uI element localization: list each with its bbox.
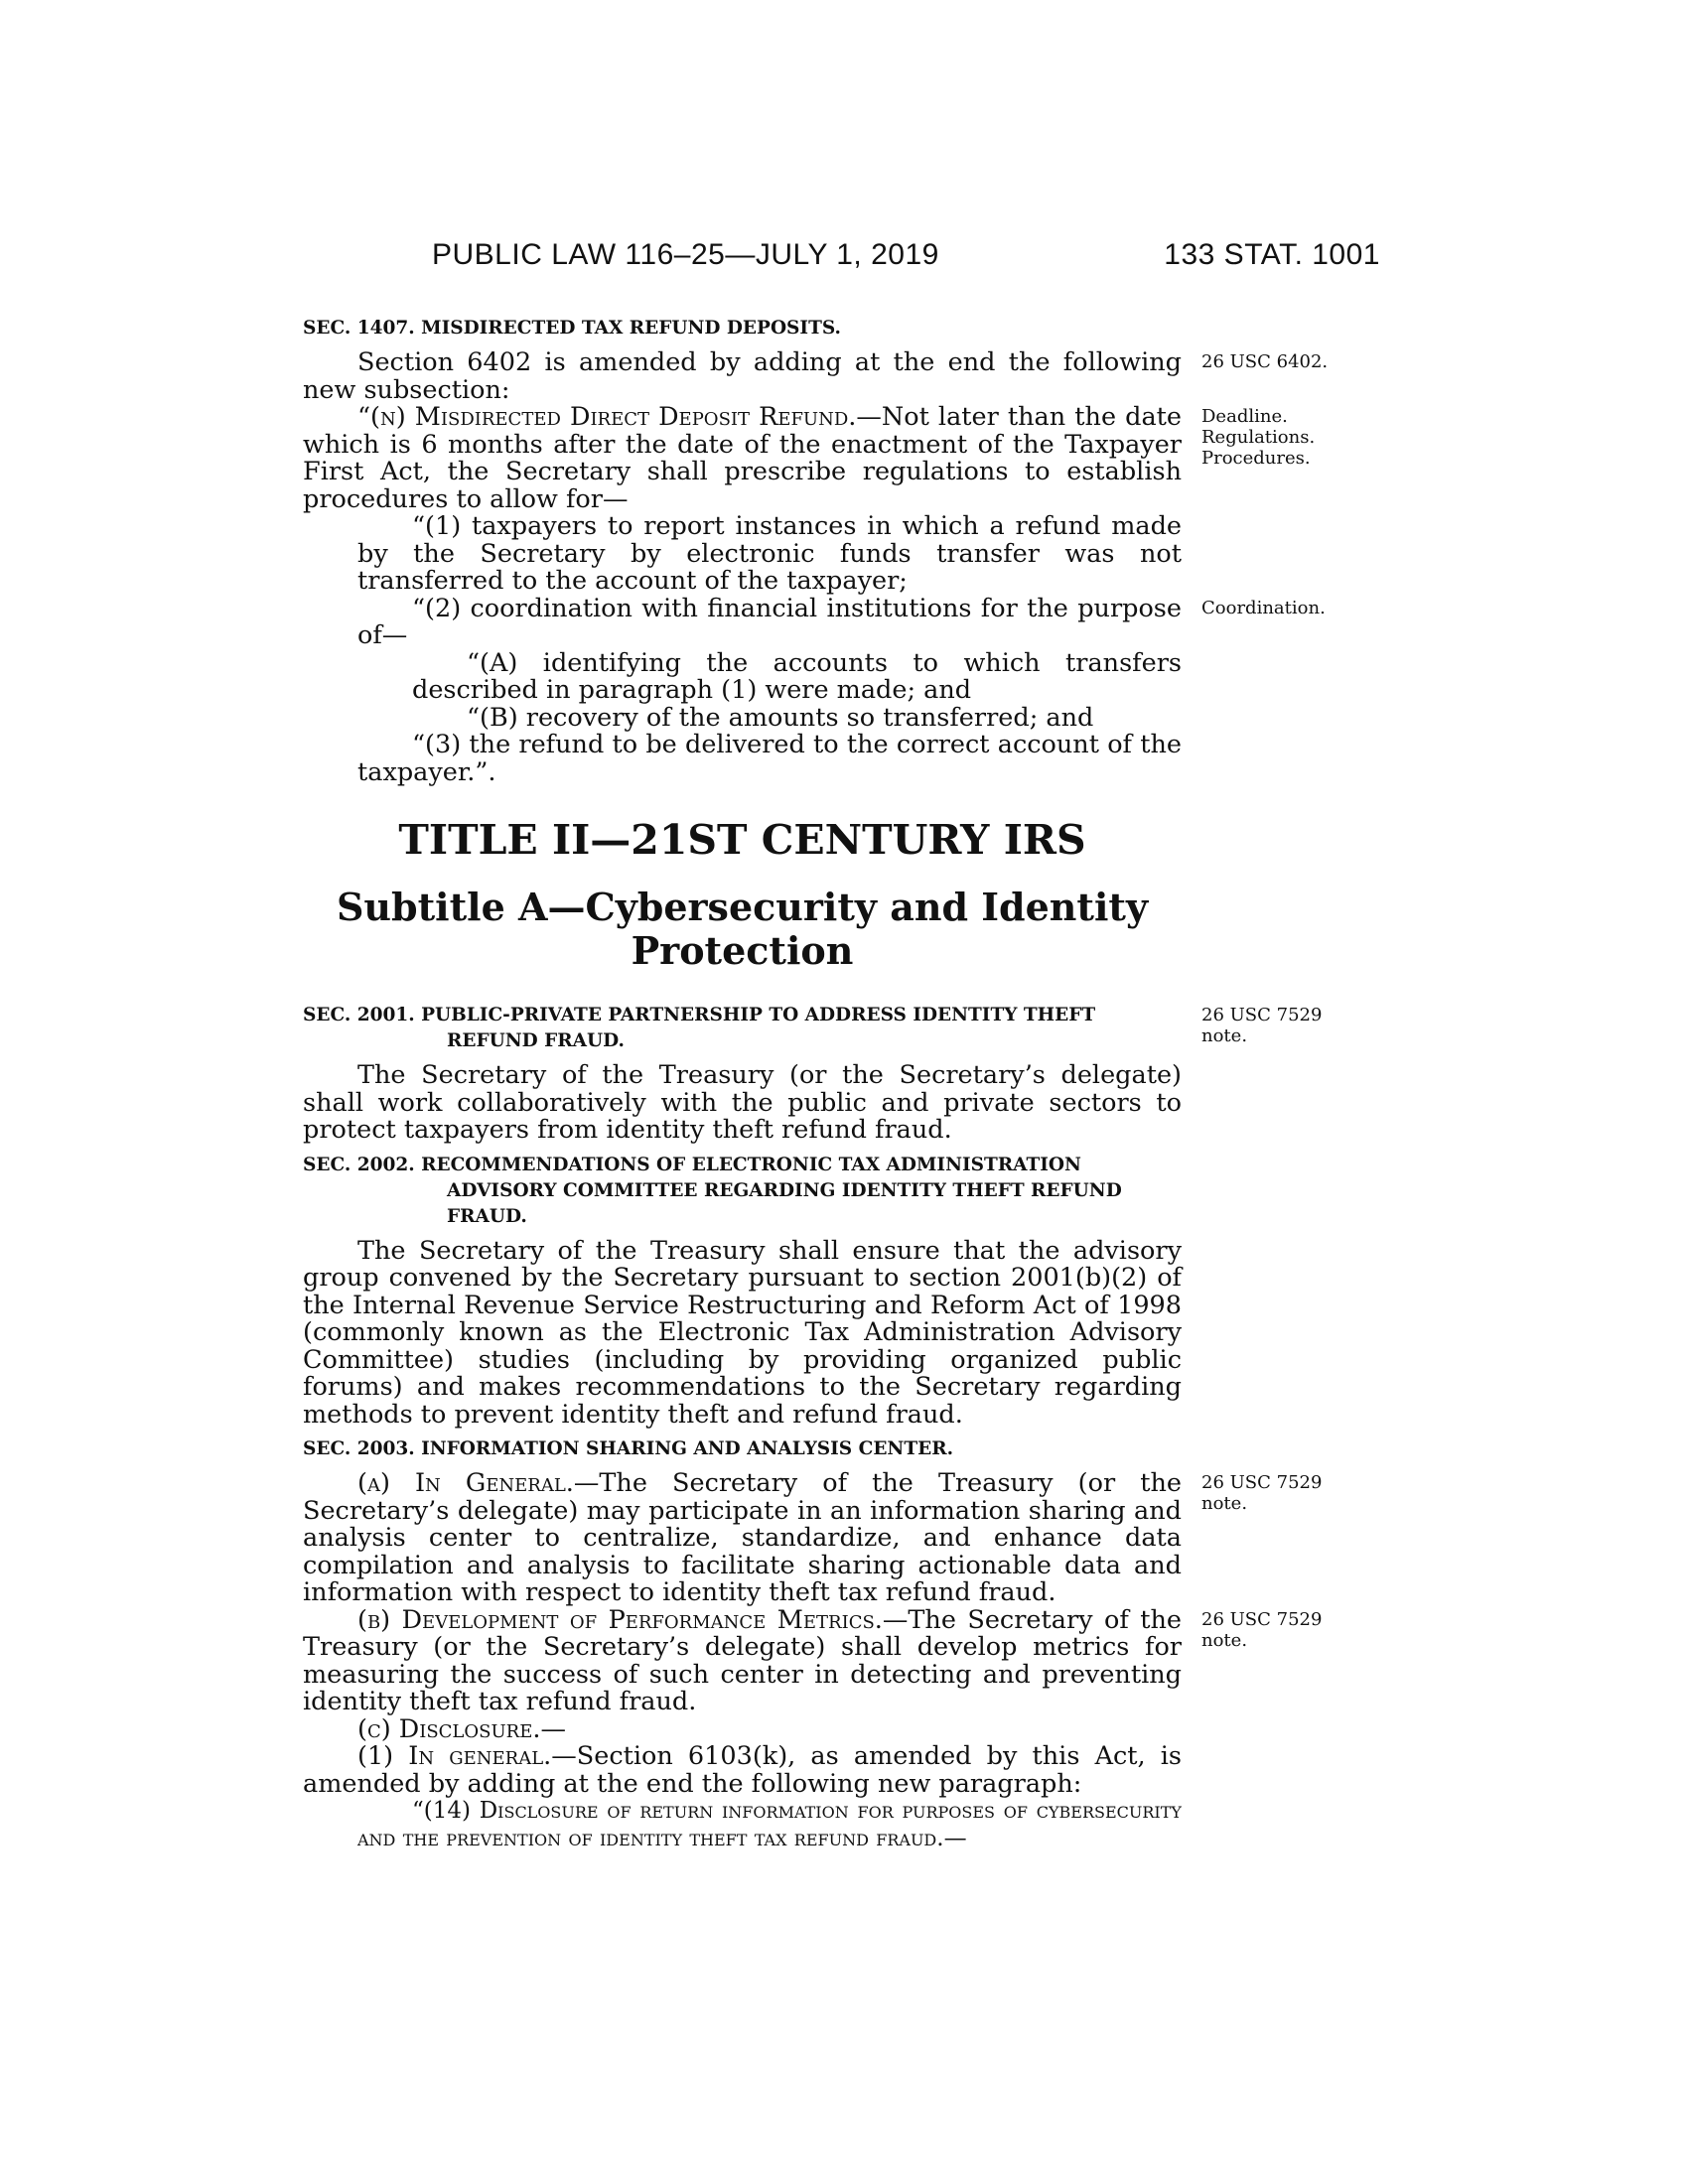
paragraph-c1 <box>248 1743 1182 1798</box>
subparagraph-a: “(A) identifying the accounts to which transfers described in paragraph (1) were made; and <box>412 647 1182 705</box>
margin-note-note: note. <box>1201 1629 1248 1651</box>
margin-note-usc: 26 USC 7529 <box>1201 1608 1323 1630</box>
margin-note-2003b <box>1201 1609 1350 1651</box>
margin-note-2003a <box>1201 1472 1350 1514</box>
margin-note-note: note. <box>1201 1493 1248 1514</box>
title-heading: TITLE II—21ST CENTURY IRS <box>398 816 1086 864</box>
subsection-b-heading: (b) Development of Performance Metrics. <box>357 1604 883 1635</box>
margin-note-2001 <box>1201 1005 1350 1046</box>
subsection-a <box>303 1470 1182 1607</box>
header-title: PUBLIC LAW 116–25—JULY 1, 2019 <box>432 238 939 271</box>
paragraph-c1-heading: (1) In general. <box>357 1741 552 1771</box>
section-1407-heading: SEC. 1407. MISDIRECTED TAX REFUND DEPOSITS. <box>303 318 841 339</box>
margin-note: 26 USC 6402. <box>1201 351 1329 372</box>
margin-note-procedures: Procedures. <box>1201 448 1311 469</box>
section-2001-text: The Secretary of the Treasury (or the Secretary’s delegate) shall work collaboratively with the public and private sectors to protect taxpayers from identity theft refund fraud. <box>303 1060 1182 1145</box>
subsection-b <box>303 1604 1182 1716</box>
margin-note-regulations: Regulations. <box>1201 427 1316 448</box>
section-1407-intro: Section 6402 is amended by adding at the end the following new subsection: <box>303 347 1182 405</box>
paragraph-1-text: “(1) taxpayers to report instances in which a refund made by the Secretary by electronic funds transfer was not transferred to the account of the taxpayer; <box>357 511 1182 596</box>
paragraph-14: “(14) Disclosure of return information for purposes of cybersecurity and the prevention of identity theft tax refund fraud.— <box>357 1798 1182 1851</box>
section-2003-heading: SEC. 2003. INFORMATION SHARING AND ANALYSIS CENTER. <box>303 1438 954 1459</box>
subtitle-heading <box>303 886 1182 973</box>
subsection-a-heading: (a) In General. <box>357 1468 574 1498</box>
margin-note-deadline: Deadline. <box>1201 406 1288 427</box>
subsection-b-text: —The Secretary of the Treasury (or the Secretary’s delegate) shall develop metrics for measuring the success of such center in detecting and preventing identity theft tax refund fraud. <box>303 1604 1182 1716</box>
section-2002-heading: SEC. 2002. RECOMMENDATIONS OF ELECTRONIC TAX ADMINISTRATION ADVISORY COMMITTEE REGARDING IDENTITY THEFT REFUND FRAUD. <box>303 1154 1122 1227</box>
paragraph-c1-text: —Section 6103(k), as amended by this Act, is amended by adding at the end the following new paragraph: <box>303 1741 1182 1799</box>
margin-note-coordination: Coordination. <box>1201 597 1326 618</box>
subsection-n-heading: “(n) Misdirected Direct Deposit Refund. <box>357 402 857 432</box>
margin-note-note: note. <box>1201 1025 1248 1046</box>
subtitle-line-2: Protection <box>631 928 854 973</box>
subtitle-line-1: Subtitle A—Cybersecurity and Identity <box>336 885 1149 929</box>
section-2001-heading: SEC. 2001. PUBLIC-PRIVATE PARTNERSHIP TO ADDRESS IDENTITY THEFT REFUND FRAUD. <box>303 1005 1096 1051</box>
subsection-c-heading: (c) Disclosure.— <box>357 1713 566 1744</box>
margin-note-usc: 26 USC 7529 <box>1201 1472 1323 1493</box>
page-content <box>303 316 1329 1852</box>
subsection-a-text: —The Secretary of the Treasury (or the Secretary’s delegate) may participate in an information sharing and analysis center to centralize, standardize, and enhance data compilation and analysis to facilitate sharing actionable data and information with respect to identity theft tax refund fraud. <box>303 1468 1182 1607</box>
section-2002-text: The Secretary of the Treasury shall ensure that the advisory group convened by the Secretary pursuant to section 2001(b)(2) of the Internal Revenue Service Restructuring and Reform Act of 1998 (commonly known as the Electronic Tax Administration Advisory Committee) studies (including by providing organized public forums) and makes recommendations to the Secretary regarding methods to prevent identity theft and refund fraud. <box>303 1235 1182 1430</box>
header-statute-page: 133 STAT. 1001 <box>1164 238 1380 271</box>
page-header <box>303 238 1380 288</box>
subsection-n <box>303 404 1182 513</box>
paragraph-2: “(2) coordination with financial institutions for the purpose of— <box>357 593 1182 650</box>
margin-note-usc: 26 USC 7529 <box>1201 1005 1323 1025</box>
subsection-n-text: —Not later than the date which is 6 months after the date of the enactment of the Taxpayer First Act, the Secretary shall prescribe regulations to establish procedures to allow for— <box>303 402 1182 514</box>
subparagraph-b: “(B) recovery of the amounts so transferred; and <box>467 702 1094 733</box>
margin-notes-group <box>1201 406 1350 469</box>
paragraph-3: “(3) the refund to be delivered to the correct account of the taxpayer.”. <box>357 730 1182 787</box>
paragraph-1 <box>303 513 1182 596</box>
